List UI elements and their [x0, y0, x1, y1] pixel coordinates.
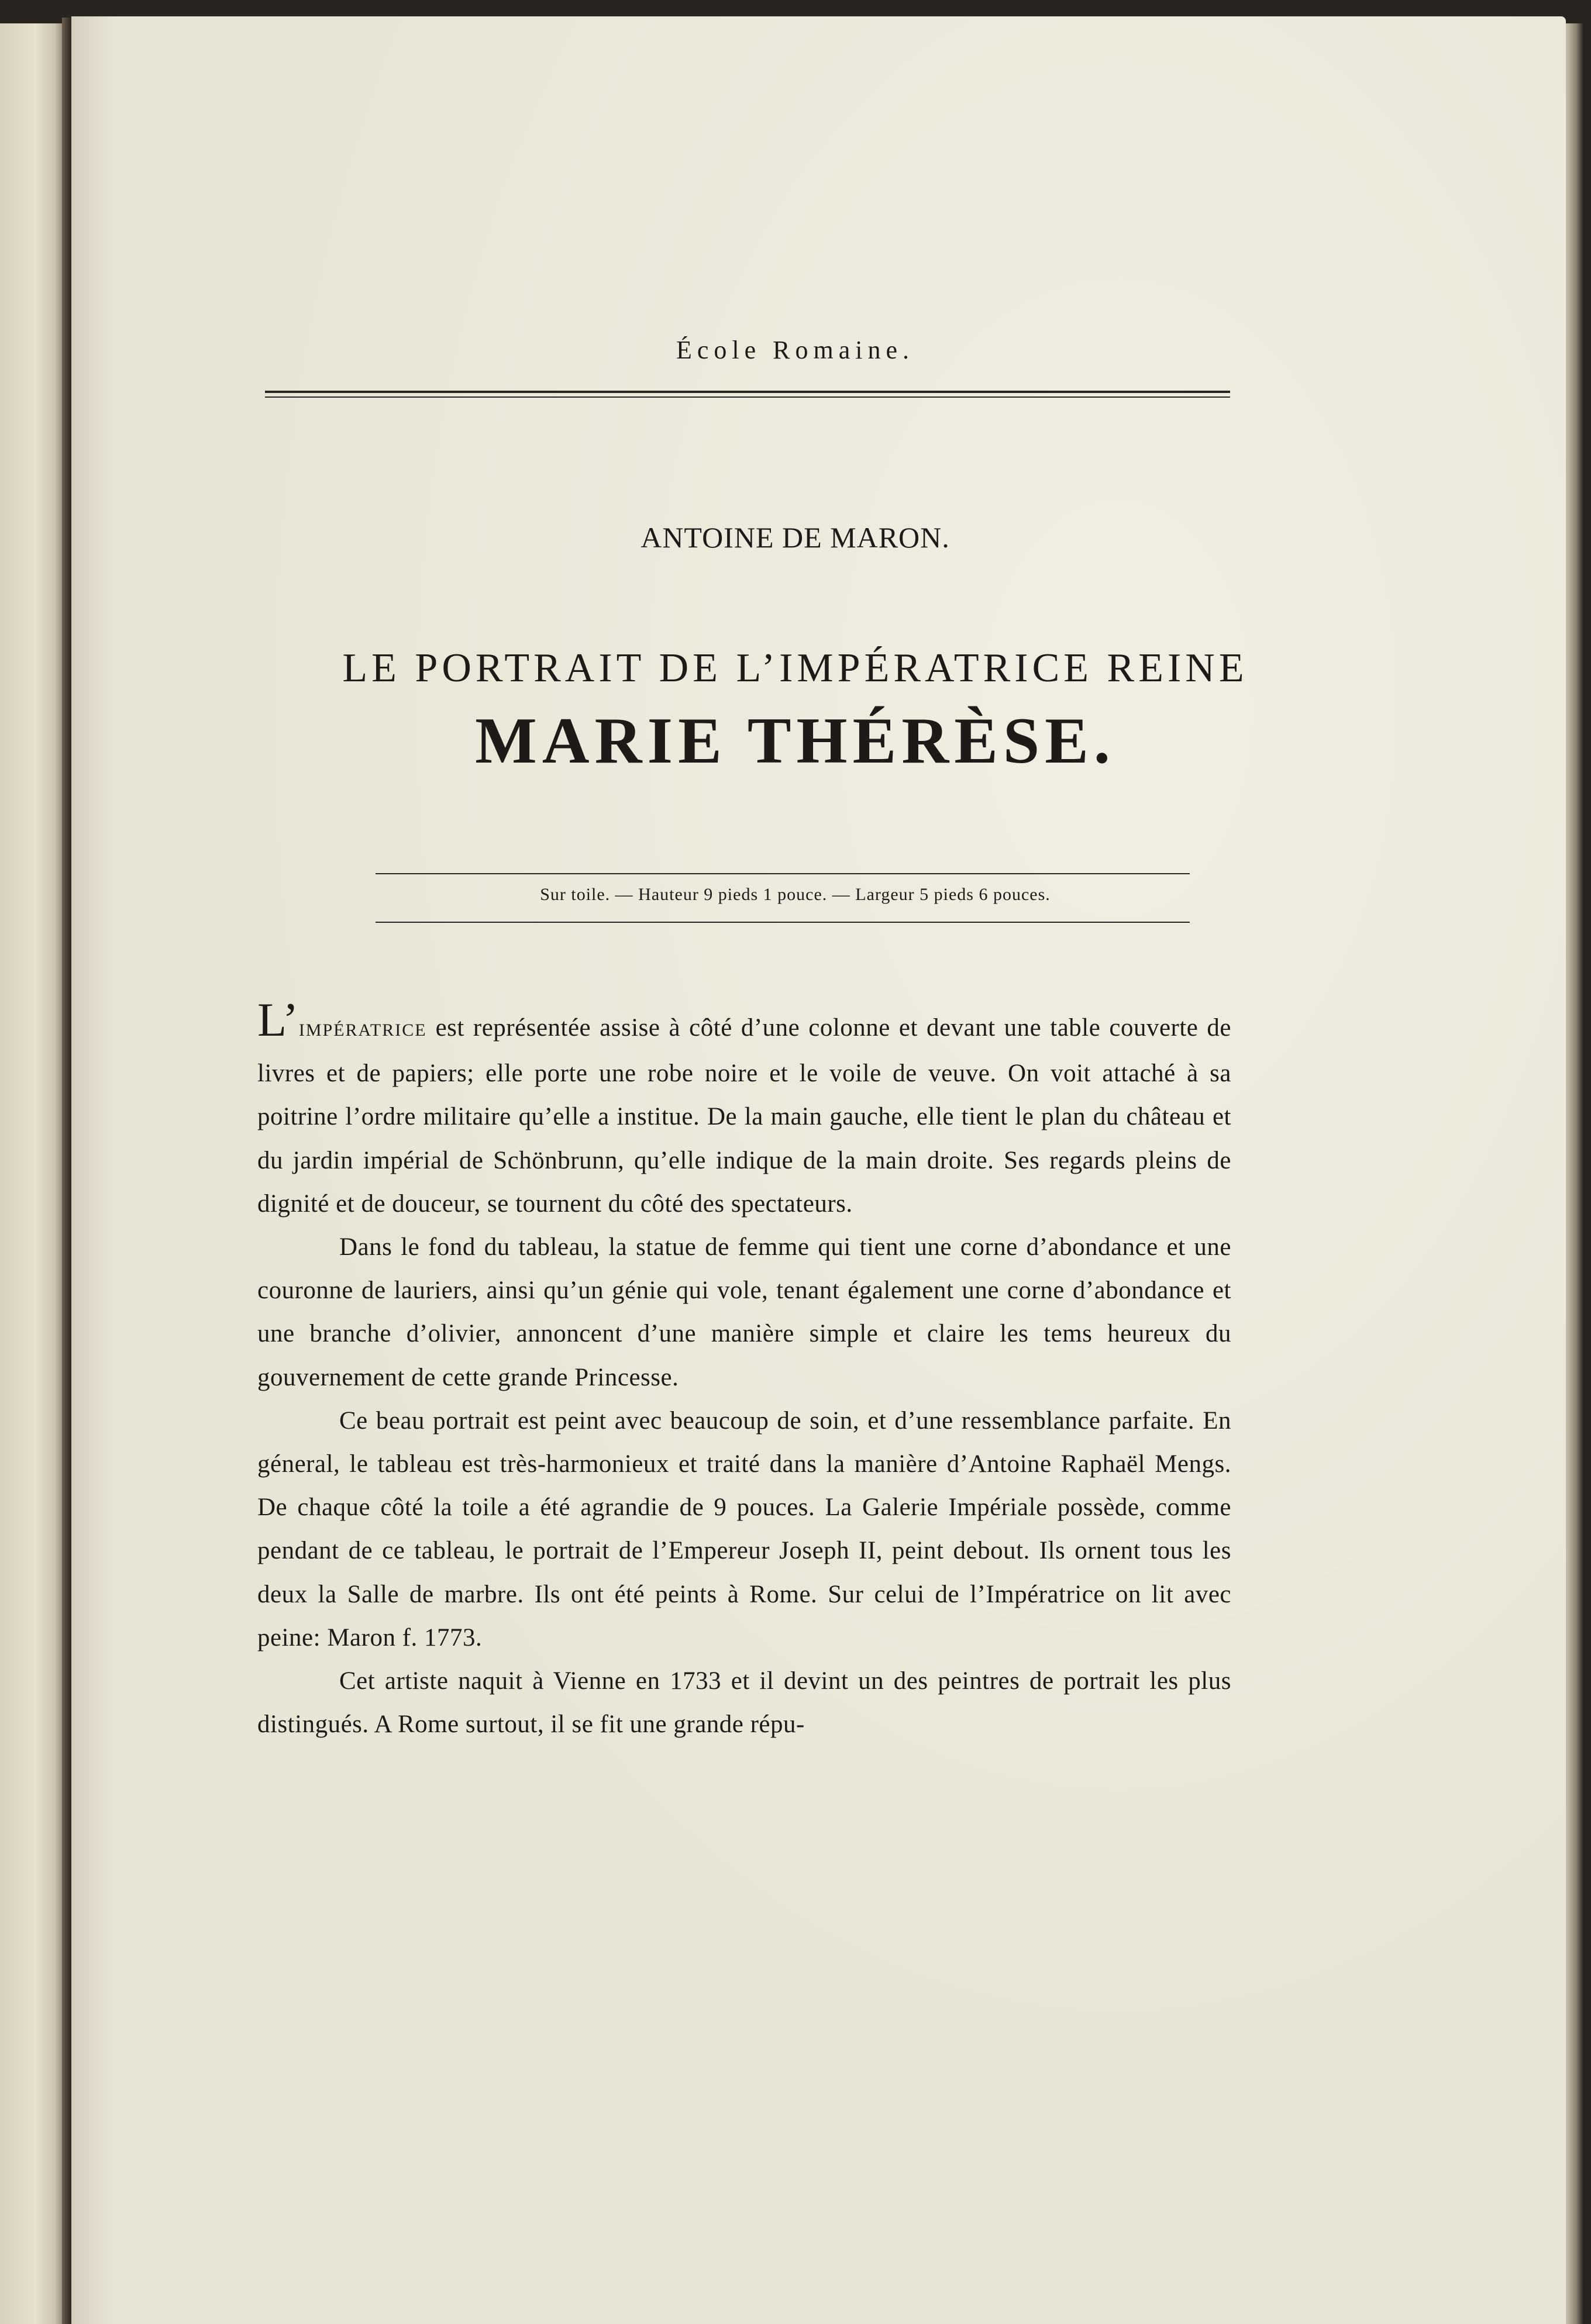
drop-cap: L’ [257, 993, 299, 1046]
dimensions-rule-bottom [376, 922, 1190, 923]
artist-name: ANTOINE DE MARON. [640, 521, 950, 554]
dimensions-line: Sur toile. — Hauteur 9 pieds 1 pouce. — Largeur 5 pieds 6 pouces. [540, 885, 1051, 904]
school-heading: École Romaine. [676, 336, 914, 364]
paragraph-1 [257, 993, 1231, 1226]
header-rule-bottom [265, 396, 1230, 398]
dimensions-rule-top [376, 873, 1190, 874]
artwork-title-line2: MARIE THÉRÈSE. [475, 705, 1115, 777]
paragraph-3: Ce beau portrait est peint avec beaucoup de soin, et d’une ressemblance parfaite. En géneral, le tableau est très-harmonieux et traité dans la manière d’Antoine Raphaël Mengs. De chaque côté la toile a été agrandie de 9 pouces. La Galerie Impériale possède, comme pendant de ce tableau, le portrait de l’Empereur Joseph II, peint debout. Ils ornent tous les deux la Salle de marbre. Ils ont été peints à Rome. Sur celui de l’Impératrice on lit avec peine: Maron f. 1773. [257, 1406, 1231, 1651]
facing-page-edge [0, 23, 64, 2324]
paragraph-4: Cet artiste naquit à Vienne en 1733 et il devint un des peintres de portrait les plus distingués. A Rome surtout, il se fit une grande répu- [257, 1667, 1231, 1739]
artwork-title-line1: LE PORTRAIT DE L’IMPÉRATRICE REINE [342, 646, 1248, 691]
page [71, 16, 1566, 2324]
page-fore-edge [1566, 23, 1583, 2324]
header-rule-top [265, 391, 1230, 393]
small-caps-word: IMPÉRATRICE [298, 1020, 427, 1040]
paragraph-1-text: est représentée assise à côté d’une colonne et devant une table couverte de livres et de papiers; elle porte une robe noire et le voile de veuve. On voit attaché à sa poitrine l’ordre militaire qu’elle a institue. De la main gauche, elle tient le plan du château et du jardin impérial de Schönbrunn, qu’elle indique de la main droite. Ses regards pleins de dignité et de douceur, se tournent du côté des spectateurs. [257, 1014, 1231, 1218]
paragraph-2: Dans le fond du tableau, la statue de femme qui tient une corne d’abondance et une couronne de lauriers, ainsi qu’un génie qui vole, tenant également une corne d’abondance et une branche d’olivier, annoncent d’une manière simple et claire les tems heureux du gouvernement de cette grande Princesse. [257, 1233, 1231, 1391]
body-text [257, 993, 1231, 1746]
